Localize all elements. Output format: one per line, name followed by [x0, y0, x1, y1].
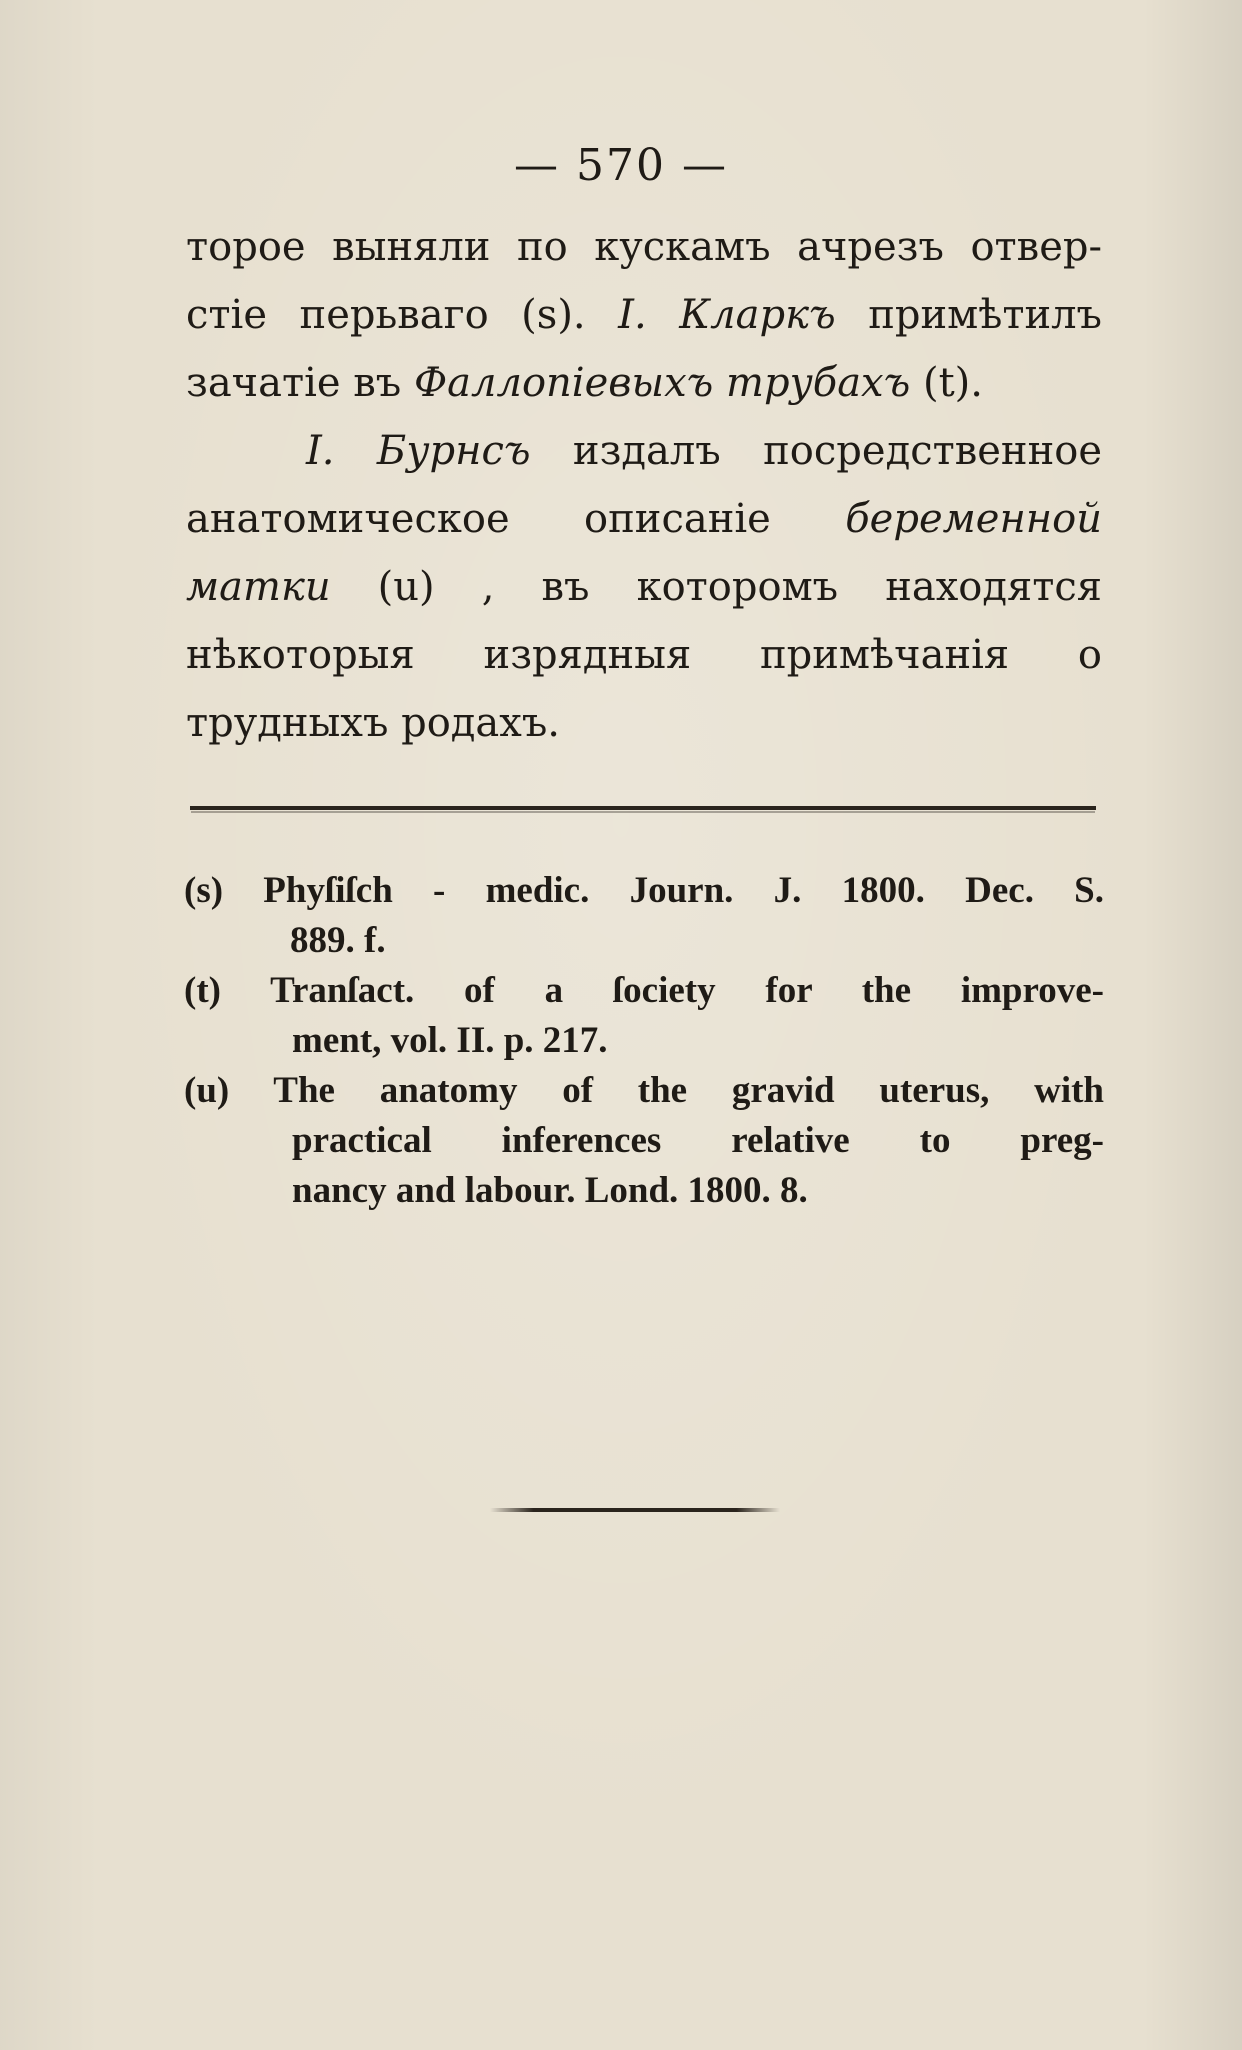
text-segment: анатомическое описаніе: [186, 496, 846, 542]
footnote-t: [184, 966, 1104, 1066]
footnote-line: (u) The anatomy of the gravid uterus, with: [184, 1070, 1104, 1111]
text-segment: примѣтилъ: [835, 292, 1102, 338]
text-segment: трудныхъ родахъ.: [186, 700, 561, 746]
text-segment: (t).: [910, 360, 983, 406]
italic-segment: I. Кларкъ: [618, 292, 836, 338]
italic-segment: матки: [186, 564, 331, 610]
footnote-line: (t) Tranſact. of a ſociety for the improve-: [184, 970, 1104, 1011]
text-line: [186, 213, 1102, 281]
text-segment: (u) , въ которомъ находятся: [330, 564, 1102, 610]
footnote-line: ment, vol. II. p. 217.: [292, 1020, 608, 1061]
text-segment: торое выняли по кускамъ ачрезъ отвер-: [186, 224, 1102, 270]
italic-segment: I. Бурнсъ: [306, 428, 531, 474]
text-line: [186, 281, 1102, 349]
footnote-u: [184, 1066, 1104, 1216]
footnote-line: 889. f.: [290, 920, 386, 961]
text-line: [186, 417, 1102, 485]
footnote-s: [184, 866, 1104, 966]
text-line: [186, 553, 1102, 621]
footnote-line: nancy and labour. Lond. 1800. 8.: [292, 1170, 808, 1211]
footnote-line: (s) Phyſiſch - medic. Journ. J. 1800. Dec. S.: [184, 870, 1104, 911]
footnote-line: practical inferences relative to preg-: [292, 1120, 1104, 1161]
text-segment: издалъ посредственное: [530, 428, 1102, 474]
page-number: — 570 —: [514, 140, 728, 191]
italic-segment: Фаллопіевыхъ трубахъ: [413, 360, 911, 406]
text-segment: нѣкоторыя изрядныя примѣчанія о: [186, 632, 1102, 678]
text-line: [186, 689, 1102, 757]
text-segment: стіе перьваго (s).: [186, 292, 619, 338]
footnotes: [184, 866, 1104, 1216]
text-segment: зачатіе въ: [186, 360, 414, 406]
end-ornament-rule: [490, 1508, 780, 1512]
footnote-separator-rule: [190, 806, 1096, 810]
text-line: [186, 349, 1102, 417]
text-line: [186, 485, 1102, 553]
italic-segment: беременной: [845, 496, 1102, 542]
main-text: [186, 213, 1102, 757]
text-line: [186, 621, 1102, 689]
